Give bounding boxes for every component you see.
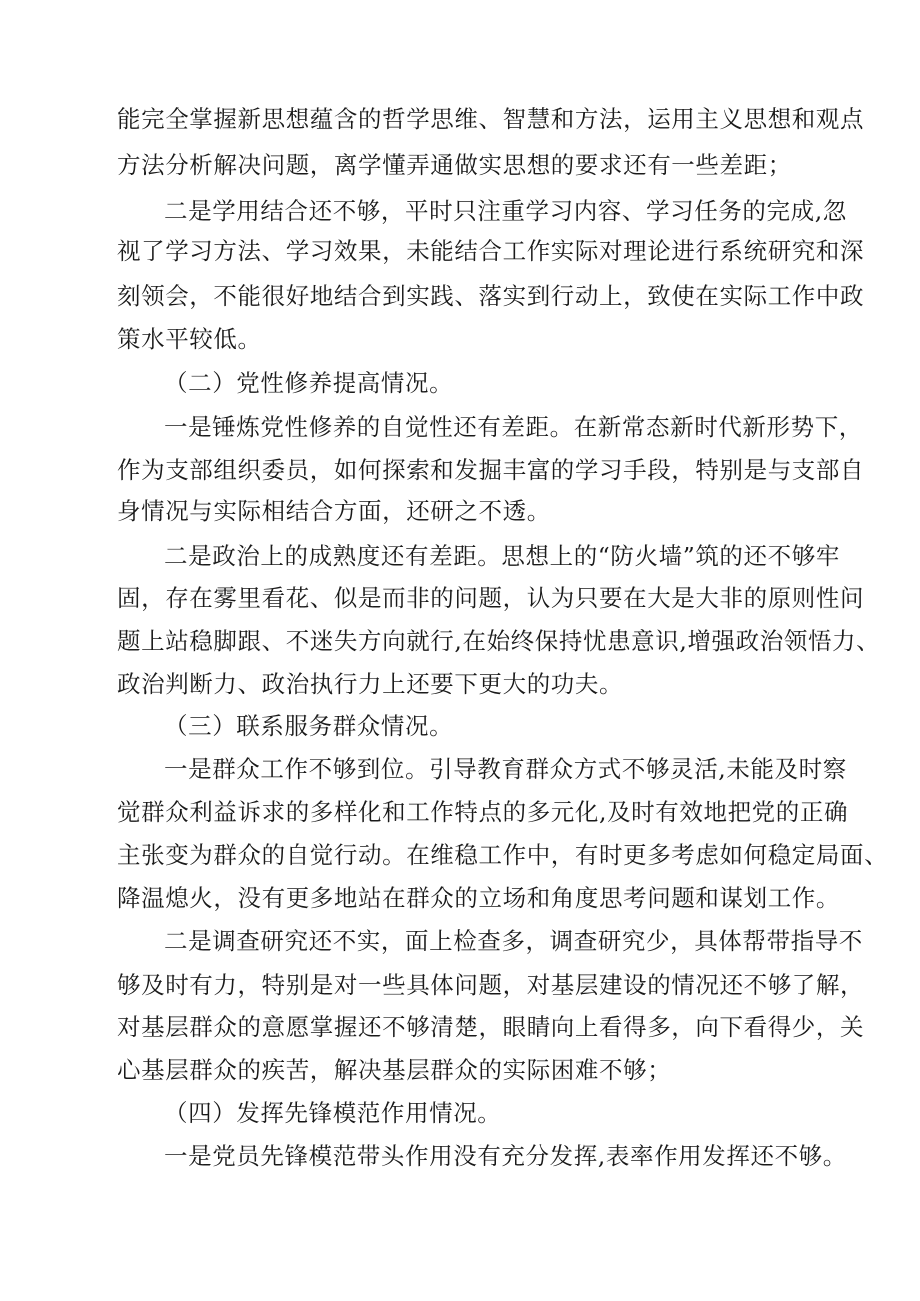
text-line: 够及时有力，特别是对一些具体问题，对基层建设的情况还不够了解， xyxy=(117,971,865,999)
text-line: 刻领会，不能很好地结合到实践、落实到行动上，致使在实际工作中政 xyxy=(117,282,865,310)
text-line: 心基层群众的疾苦，解决基层群众的实际困难不够； xyxy=(117,1056,672,1084)
text-line: 降温熄火，没有更多地站在群众的立场和角度思考问题和谋划工作。 xyxy=(117,884,840,912)
text-line: 能完全掌握新思想蕴含的哲学思维、智慧和方法，运用主义思想和观点 xyxy=(117,105,865,133)
text-line: 作为支部组织委员，如何探索和发掘丰富的学习手段，特别是与支部自 xyxy=(117,456,865,484)
text-line: 固，存在雾里看花、似是而非的问题，认为只要在大是大非的原则性问 xyxy=(117,584,865,612)
text-line: 主张变为群众的自觉行动。在维稳工作中，有时更多考虑如何稳定局面、 xyxy=(117,841,889,869)
section-heading: （三）联系服务群众情况。 xyxy=(164,712,454,740)
text-line: 觉群众利益诉求的多样化和工作特点的多元化,及时有效地把党的正确 xyxy=(117,798,849,826)
text-line: 策水平较低。 xyxy=(117,325,262,353)
paragraph-start-line: 二是政治上的成熟度还有差距。思想上的“防火墙”筑的还不够牢 xyxy=(164,542,840,570)
text-line: 题上站稳脚跟、不迷失方向就行,在始终保持忧患意识,增强政治领悟力、 xyxy=(117,627,881,655)
text-line: 对基层群众的意愿掌握还不够清楚，眼睛向上看得多，向下看得少，关 xyxy=(117,1013,865,1041)
text-line: 身情况与实际相结合方面，还研之不透。 xyxy=(117,497,551,525)
section-heading: （二）党性修养提高情况。 xyxy=(164,369,454,397)
paragraph-start-line: 一是群众工作不够到位。引导教育群众方式不够灵活,未能及时察 xyxy=(164,755,847,783)
paragraph-start-line: 一是党员先锋模范带头作用没有充分发挥,表率作用发挥还不够。 xyxy=(164,1142,847,1170)
paragraph-start-line: 一是锤炼党性修养的自觉性还有差距。在新常态新时代新形势下， xyxy=(164,413,863,441)
text-line: 政治判断力、政治执行力上还要下更大的功夫。 xyxy=(117,670,624,698)
paragraph-start-line: 二是调查研究还不实，面上检查多，调查研究少，具体帮带指导不 xyxy=(164,927,863,955)
text-line: 方法分析解决问题，离学懂弄通做实思想的要求还有一些差距； xyxy=(117,151,792,179)
paragraph-start-line: 二是学用结合还不够，平时只注重学习内容、学习任务的完成,忽 xyxy=(164,197,847,225)
text-line: 视了学习方法、学习效果，未能结合工作实际对理论进行系统研究和深 xyxy=(117,237,865,265)
section-heading: （四）发挥先锋模范作用情况。 xyxy=(164,1099,502,1127)
